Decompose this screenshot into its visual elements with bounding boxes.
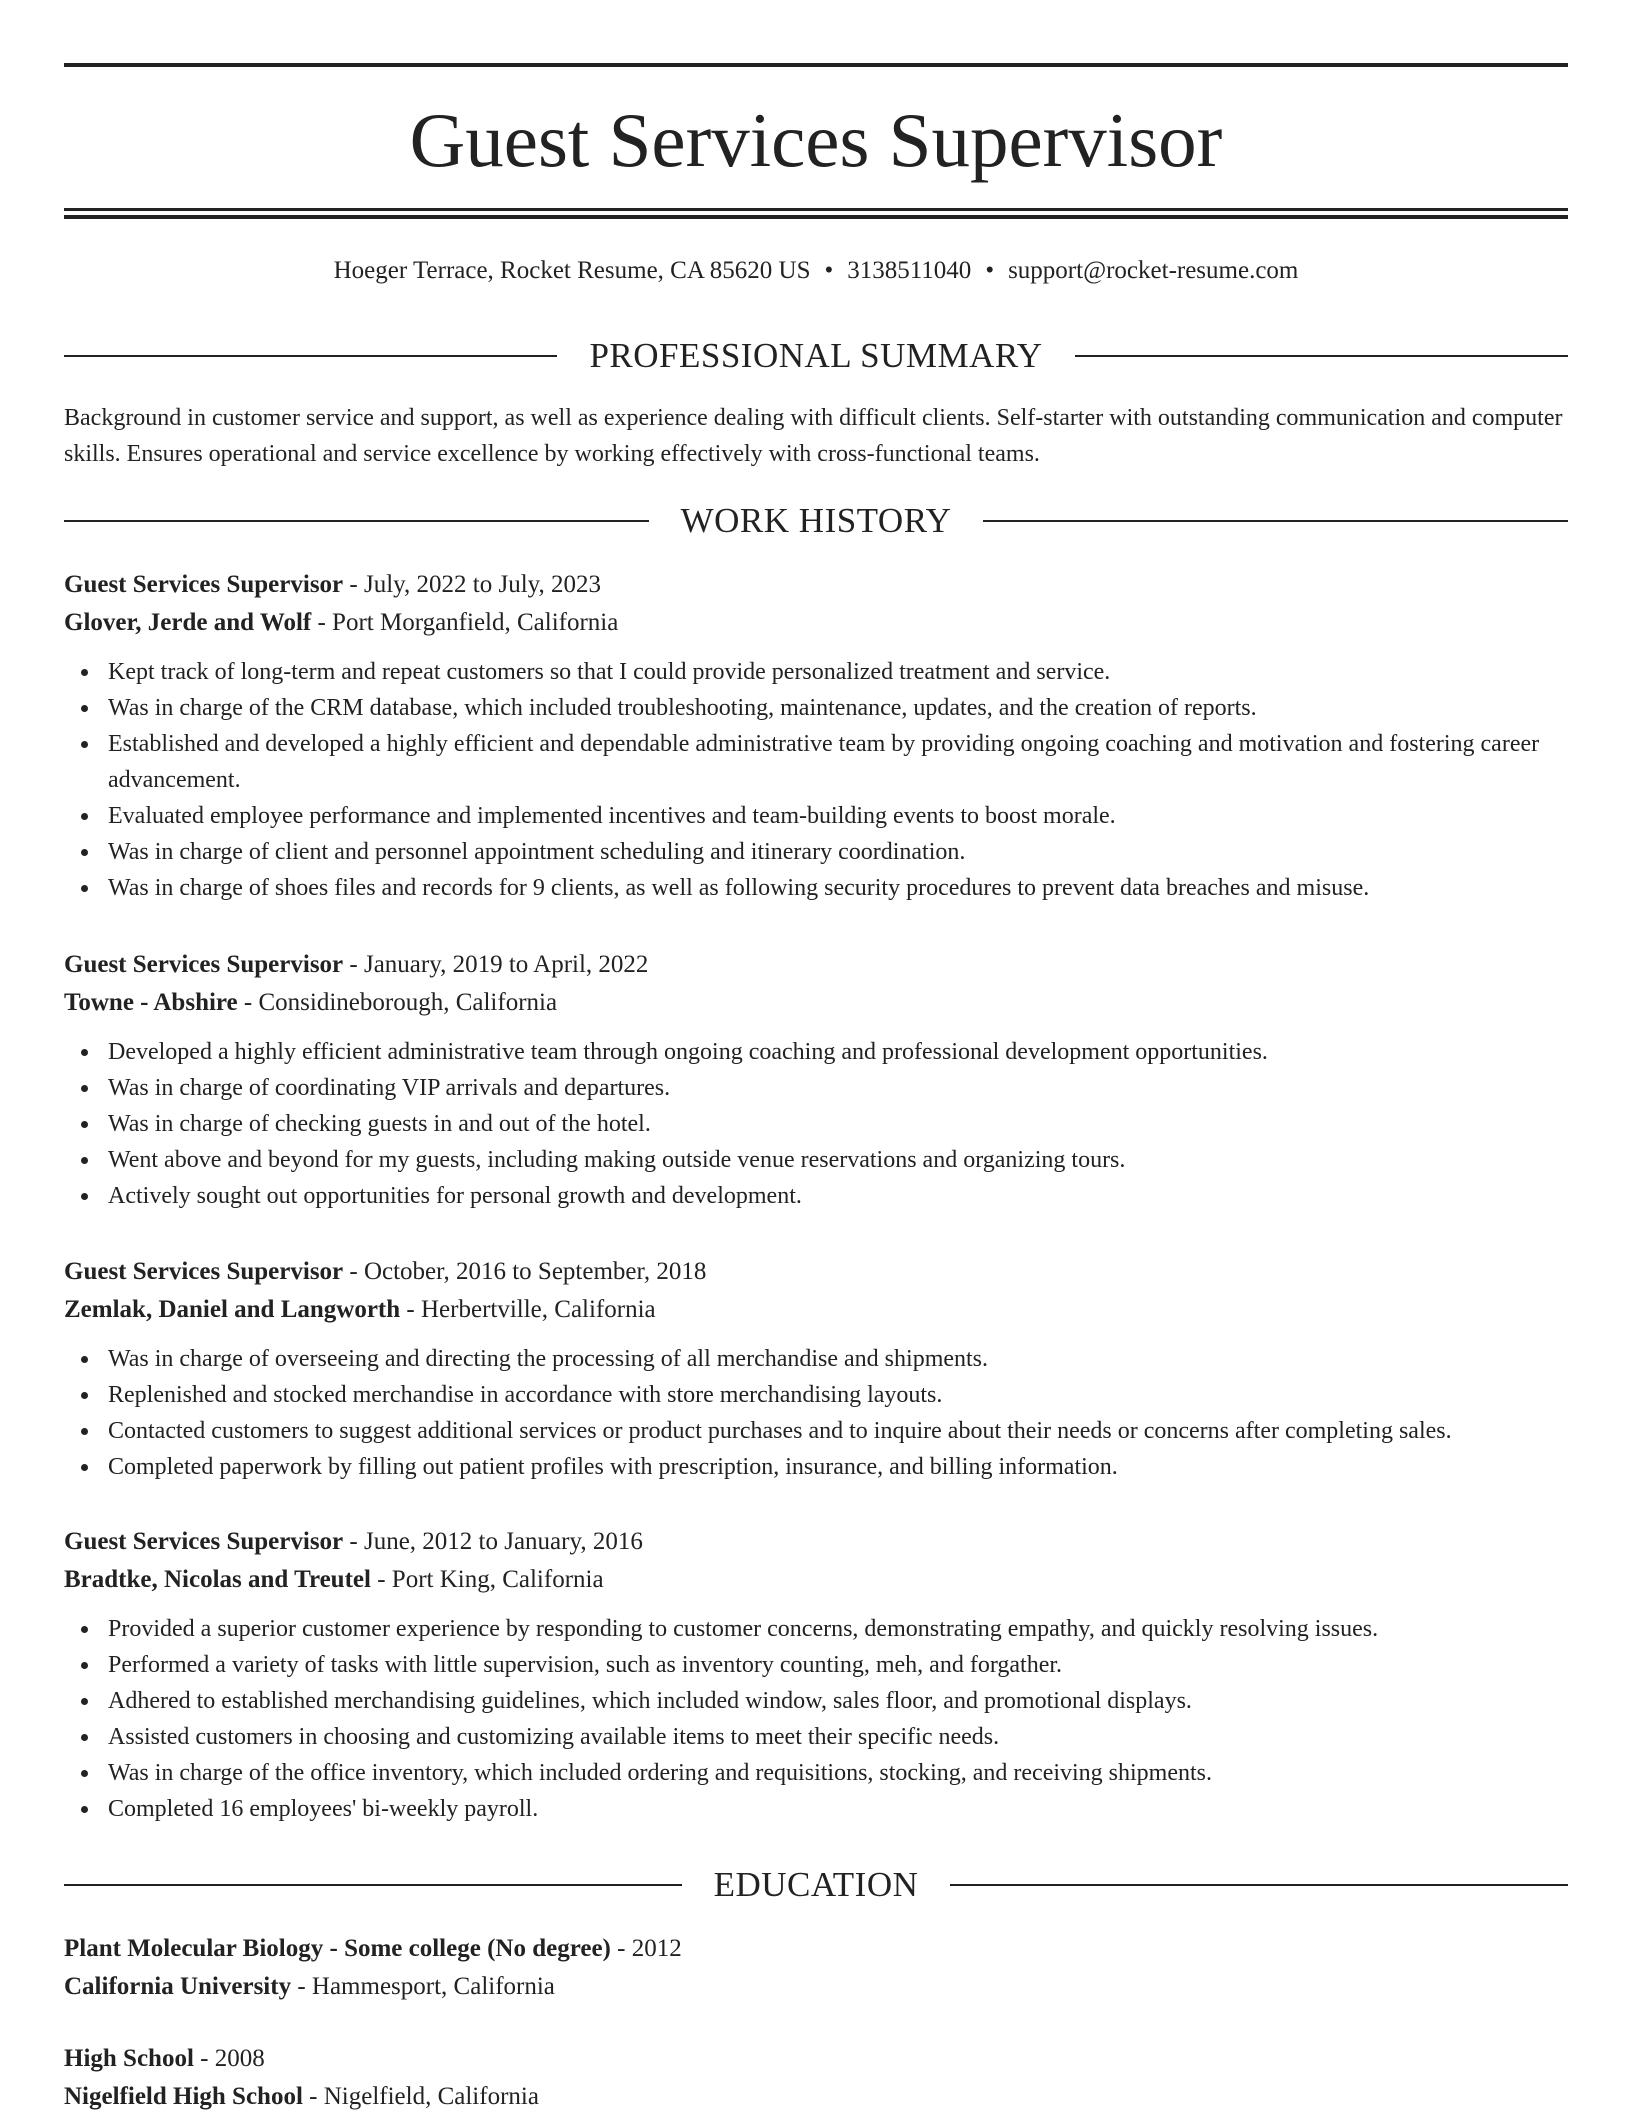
- job-company: Zemlak, Daniel and Langworth: [64, 1296, 401, 1323]
- list-item: Was in charge of coordinating VIP arrivals and departures.: [64, 1070, 1568, 1106]
- job-dates: - June, 2012 to January, 2016: [343, 1528, 643, 1555]
- education-school: Nigelfield High School: [64, 2083, 303, 2110]
- education-year: - 2008: [193, 2045, 265, 2072]
- list-item: Provided a superior customer experience by responding to customer concerns, demonstrating empathy, and quickly resolving issues.: [64, 1611, 1568, 1647]
- header-bottom-rule-thick: [64, 215, 1568, 219]
- education-degree-line: [64, 1930, 1568, 1968]
- education-location: - Hammesport, California: [291, 1973, 555, 2000]
- job-entry: [64, 946, 1568, 1214]
- list-item: Replenished and stocked merchandise in accordance with store merchandising layouts.: [64, 1377, 1568, 1413]
- job-title-line: [64, 1253, 1568, 1291]
- education-school: California University: [64, 1973, 292, 2000]
- section-heading-work: [64, 499, 1568, 543]
- contact-line: [64, 254, 1568, 288]
- job-dates: - January, 2019 to April, 2022: [343, 951, 649, 978]
- education-location: - Nigelfield, California: [302, 2083, 539, 2110]
- job-location: - Herbertville, California: [400, 1296, 656, 1323]
- header-bottom-rule: [64, 208, 1568, 211]
- job-title: Guest Services Supervisor: [64, 951, 344, 978]
- job-location: - Port King, California: [370, 1566, 604, 1593]
- list-item: Was in charge of the office inventory, which included ordering and requisitions, stocking, and receiving shipments.: [64, 1755, 1568, 1791]
- education-degree: Plant Molecular Biology - Some college (No degree): [64, 1935, 611, 1962]
- summary-text: Background in customer service and support, as well as experience dealing with difficult clients. Self-starter with outstanding communication and computer skills. Ensures operational and service excellence by working effectively with cross-functional teams.: [64, 405, 1563, 467]
- education-entry: [64, 1930, 1568, 2006]
- list-item: Developed a highly efficient administrative team through ongoing coaching and professional development opportunities.: [64, 1034, 1568, 1070]
- list-item: Contacted customers to suggest additional services or product purchases and to inquire about their needs or concerns after completing sales.: [64, 1413, 1568, 1449]
- section-heading-education: [64, 1863, 1568, 1907]
- list-item: Actively sought out opportunities for personal growth and development.: [64, 1178, 1568, 1214]
- list-item: Evaluated employee performance and implemented incentives and team-building events to boost morale.: [64, 798, 1568, 834]
- job-bullets: [64, 1034, 1568, 1214]
- header-top-rule: [64, 63, 1568, 67]
- list-item: Established and developed a highly efficient and dependable administrative team by providing ongoing coaching and motivation and fostering career advancement.: [64, 726, 1568, 798]
- list-item: Was in charge of client and personnel appointment scheduling and itinerary coordination.: [64, 834, 1568, 870]
- job-entry: [64, 1523, 1568, 1827]
- job-company: Bradtke, Nicolas and Treutel: [64, 1566, 371, 1593]
- job-bullets: [64, 1611, 1568, 1827]
- education-entry: [64, 2040, 1568, 2116]
- job-location: - Port Morganfield, California: [311, 609, 619, 636]
- job-title: Guest Services Supervisor: [64, 1258, 344, 1285]
- list-item: Was in charge of the CRM database, which included troubleshooting, maintenance, updates, and the creation of reports.: [64, 690, 1568, 726]
- section-rule: [64, 520, 649, 522]
- education-degree: High School: [64, 2045, 194, 2072]
- resume-name: Guest Services Supervisor: [409, 97, 1223, 183]
- section-heading-summary: [64, 334, 1568, 378]
- job-dates: - July, 2022 to July, 2023: [343, 571, 602, 598]
- section-title: WORK HISTORY: [680, 501, 952, 540]
- section-rule: [64, 1884, 682, 1886]
- job-company: Towne - Abshire: [64, 989, 238, 1016]
- list-item: Was in charge of shoes files and records for 9 clients, as well as following security procedures to prevent data breaches and misuse.: [64, 870, 1568, 906]
- list-item: Was in charge of overseeing and directing the processing of all merchandise and shipments.: [64, 1341, 1568, 1377]
- contact-separator: •: [824, 257, 834, 284]
- list-item: Kept track of long-term and repeat customers so that I could provide personalized treatment and service.: [64, 654, 1568, 690]
- job-company-line: [64, 1561, 1568, 1599]
- education-school-line: [64, 1968, 1568, 2006]
- list-item: Assisted customers in choosing and customizing available items to meet their specific needs.: [64, 1719, 1568, 1755]
- section-title: PROFESSIONAL SUMMARY: [589, 336, 1043, 375]
- section-rule: [983, 520, 1568, 522]
- contact-phone: 3138511040: [847, 257, 972, 284]
- job-title: Guest Services Supervisor: [64, 571, 344, 598]
- contact-address: Hoeger Terrace, Rocket Resume, CA 85620 US: [333, 257, 811, 284]
- list-item: Adhered to established merchandising guidelines, which included window, sales floor, and promotional displays.: [64, 1683, 1568, 1719]
- section-rule: [64, 355, 557, 357]
- contact-email: support@rocket-resume.com: [1008, 257, 1299, 284]
- job-company-line: [64, 1291, 1568, 1329]
- education-degree-line: [64, 2040, 1568, 2078]
- section-rule: [950, 1884, 1568, 1886]
- education-school-line: [64, 2078, 1568, 2116]
- job-title-line: [64, 566, 1568, 604]
- list-item: Completed 16 employees' bi-weekly payroll.: [64, 1791, 1568, 1827]
- list-item: Was in charge of checking guests in and out of the hotel.: [64, 1106, 1568, 1142]
- job-bullets: [64, 1341, 1568, 1485]
- job-entry: [64, 566, 1568, 906]
- education-year: - 2012: [610, 1935, 682, 1962]
- job-company-line: [64, 604, 1568, 642]
- job-location: - Considineborough, California: [237, 989, 558, 1016]
- list-item: Completed paperwork by filling out patient profiles with prescription, insurance, and billing information.: [64, 1449, 1568, 1485]
- job-entry: [64, 1253, 1568, 1485]
- section-rule: [1075, 355, 1568, 357]
- contact-separator: •: [985, 257, 995, 284]
- list-item: Performed a variety of tasks with little supervision, such as inventory counting, meh, and forgather.: [64, 1647, 1568, 1683]
- job-dates: - October, 2016 to September, 2018: [343, 1258, 707, 1285]
- job-bullets: [64, 654, 1568, 906]
- job-company: Glover, Jerde and Wolf: [64, 609, 312, 636]
- job-title-line: [64, 946, 1568, 984]
- job-title: Guest Services Supervisor: [64, 1528, 344, 1555]
- list-item: Went above and beyond for my guests, including making outside venue reservations and organizing tours.: [64, 1142, 1568, 1178]
- section-title: EDUCATION: [713, 1865, 919, 1904]
- job-title-line: [64, 1523, 1568, 1561]
- job-company-line: [64, 984, 1568, 1022]
